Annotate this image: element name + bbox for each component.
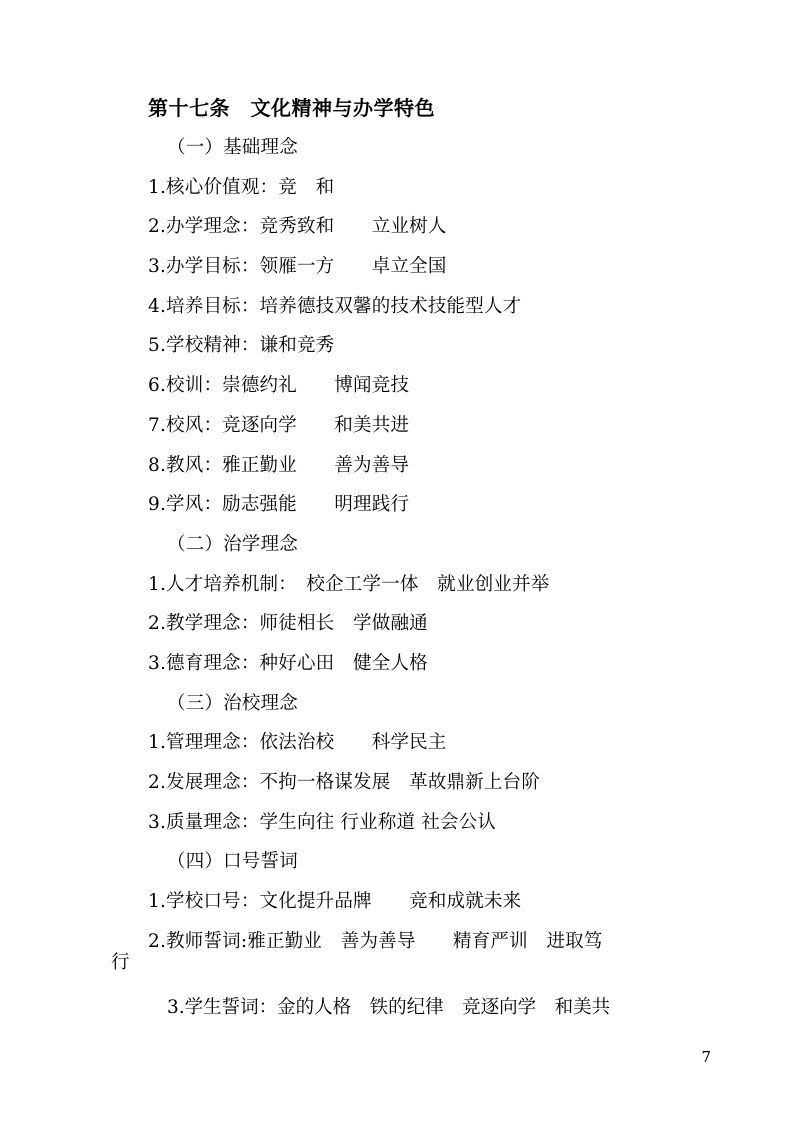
paragraph: 5.学校精神：谦和竞秀	[148, 335, 335, 357]
page-title: 第十七条 文化精神与办学特色	[148, 96, 435, 120]
document-body	[148, 96, 688, 970]
paragraph: 3.办学目标：领雁一方 卓立全国	[148, 256, 447, 278]
paragraph: 4.培养目标：培养德技双馨的技术技能型人才	[148, 295, 522, 317]
paragraph: 3.学生誓词：金的人格 铁的纪律 竞逐向学 和美共	[167, 997, 611, 1018]
paragraph: 1.学校口号：文化提升品牌 竞和成就未来	[148, 891, 522, 913]
paragraph: （二）治学理念	[167, 533, 298, 555]
paragraph: （四）口号誓词	[167, 851, 298, 873]
paragraph: 7.校风：竞逐向学 和美共进	[148, 414, 410, 436]
paragraph: 1.管理理念：依法治校 科学民主	[148, 732, 447, 754]
paragraph: 8.教风：雅正勤业 善为善导	[148, 454, 410, 476]
paragraph: 9.学风：励志强能 明理践行	[148, 494, 410, 516]
paragraph: 2.办学理念：竞秀致和 立业树人	[148, 216, 447, 238]
paragraph: （三）治校理念	[167, 692, 298, 714]
paragraph-continuation: 行	[111, 952, 130, 973]
paragraph: 1.人才培养机制： 校企工学一体 就业创业并举	[148, 573, 550, 595]
paragraph: 6.校训：崇德约礼 博闻竞技	[148, 375, 410, 397]
paragraph: 2.教师誓词:雅正勤业 善为善导 精育严训 进取笃	[148, 930, 603, 952]
paragraph: 3.德育理念：种好心田 健全人格	[148, 652, 428, 674]
paragraph: 1.核心价值观：竞 和	[148, 176, 335, 198]
paragraph: 2.发展理念：不拘一格谋发展 革故鼎新上台阶	[148, 772, 541, 793]
paragraph: （一）基础理念	[167, 137, 298, 158]
paragraph: 2.教学理念：师徒相长 学做融通	[148, 613, 428, 635]
page-number: 7	[701, 1048, 711, 1066]
paragraph: 3.质量理念：学生向往 行业称道 社会公认	[148, 811, 497, 833]
